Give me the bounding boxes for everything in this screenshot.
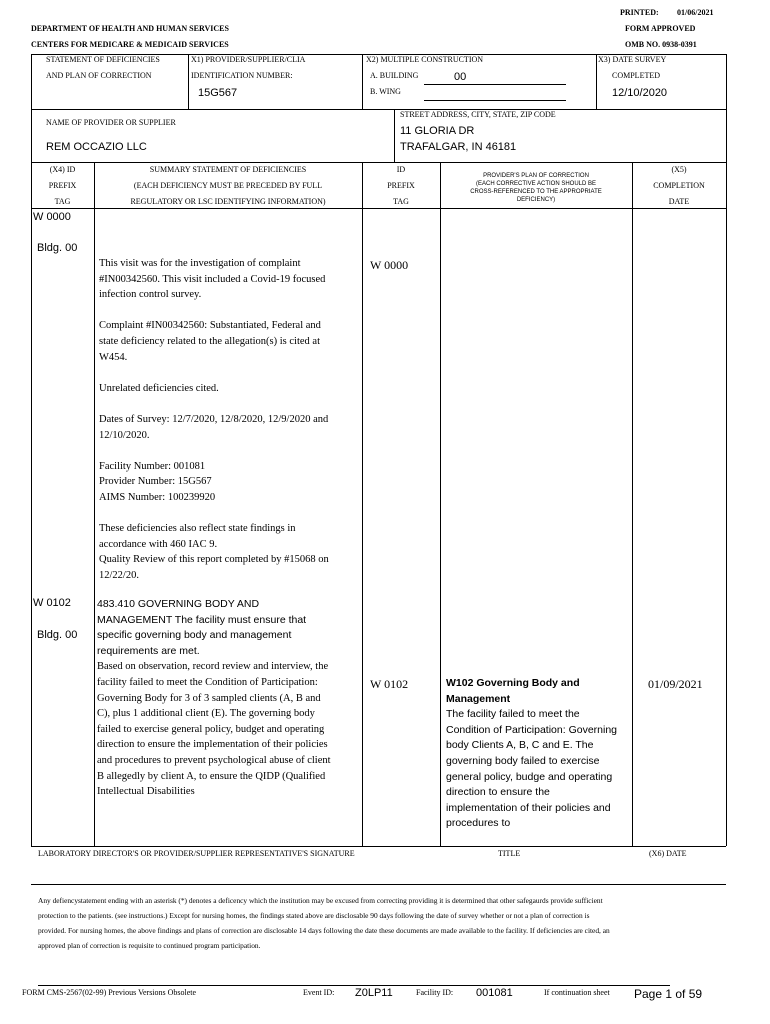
statement-label-2: AND PLAN OF CORRECTION xyxy=(46,71,152,80)
x3-label-1: X3) DATE SURVEY xyxy=(598,55,667,64)
x3-label-2: COMPLETED xyxy=(612,71,660,80)
summary-paragraph: This visit was for the investigation of complaint #IN00342560. This visit included a Covid-19 focused infection control survey. xyxy=(99,258,326,301)
w0102-regulation: 483.410 GOVERNING BODY AND MANAGEMENT The facility must ensure that specific governing body and management requirements are met. xyxy=(97,598,307,657)
event-id-value: Z0LP11 xyxy=(355,987,393,999)
building-label: A. BUILDING xyxy=(370,71,419,80)
survey-completed-date: 12/10/2020 xyxy=(612,87,668,99)
address-line-1: 11 GLORIA DR xyxy=(400,125,475,137)
w0102-plan xyxy=(446,676,624,832)
continuation-label: If continuation sheet xyxy=(544,988,610,997)
agency-line-1: DEPARTMENT OF HEALTH AND HUMAN SERVICES xyxy=(31,24,229,33)
w0102-findings: Based on observation, record review and interview, the facility failed to meet the Condition of Participation: Governing Body for 3 of 3 sampled clients (A, B and C), plus 1 additional client (E). The governing body failed to exercise general policy, budget and operating direction to ensure the implementation of their policies and procedures to prevent psychological abuse of client B allegedly by client A, to ensure the QIDP (Qualified Intellectual Disabilities xyxy=(97,661,331,798)
provider-clia-number: 15G567 xyxy=(198,87,238,99)
facility-id-value: 001081 xyxy=(476,987,513,999)
w0102-building: Bldg. 00 xyxy=(37,629,78,641)
w0000-tag: W 0000 xyxy=(33,211,71,223)
x1-label-1: X1) PROVIDER/SUPPLIER/CLIA xyxy=(191,55,306,64)
completion-date: 01/09/2021 xyxy=(648,677,703,691)
printed-date: 01/06/2021 xyxy=(677,8,714,17)
w0000-id-tag: W 0000 xyxy=(370,258,409,272)
date-label: (X6) DATE xyxy=(649,849,687,858)
w0102-summary xyxy=(97,597,331,800)
address-line-2: TRAFALGAR, IN 46181 xyxy=(400,141,517,153)
plan-header: PROVIDER'S PLAN OF CORRECTION (EACH CORRECTIVE ACTION SHOULD BE CROSS-REFERENCED TO THE APPROPRIATE DEFICIENCY) xyxy=(470,173,602,203)
w0000-summary xyxy=(99,256,333,599)
w0000-building: Bldg. 00 xyxy=(37,242,78,254)
form-number: FORM CMS-2567(02-99) Previous Versions Obsolete xyxy=(22,988,197,997)
w0102-id-tag: W 0102 xyxy=(370,677,409,691)
w0102-tag: W 0102 xyxy=(33,597,71,609)
facility-id-label: Facility ID: xyxy=(416,988,454,997)
form-approved: FORM APPROVED xyxy=(625,24,696,33)
statement-label-1: STATEMENT OF DEFICIENCIES xyxy=(46,55,160,64)
signature-label: LABORATORY DIRECTOR'S OR PROVIDER/SUPPLIER REPRESENTATIVE'S SIGNATURE xyxy=(38,849,355,858)
x1-label-2: IDENTIFICATION NUMBER: xyxy=(191,71,293,80)
plan-title: W102 Governing Body and Management xyxy=(446,677,580,705)
building-value: 00 xyxy=(454,71,467,83)
disclaimer: Any defiencystatement ending with an asterisk (*) denotes a deficency which the institution may be excused from correcting providing it is determined that other safegaurds provide sufficient protection to the patients. (see instructions.) Except for nursing homes, the findings stated above are disclosable 90 days following the date of survey whether or not a plan of correction is provided. For nursing homes, the above findings and plans of correction are disclosable 14 days following the date these documents are made available to the facility. If deficiencies are cited, an approved plan of correction is requisite to continued program participation. xyxy=(38,896,610,950)
summary-paragraph: Complaint #IN00342560: Substantiated, Federal and state deficiency related to the allegation(s) is cited at W454. xyxy=(99,320,321,363)
agency-line-2: CENTERS FOR MEDICARE & MEDICAID SERVICES xyxy=(31,40,229,49)
state-findings: These deficiencies also reflect state findings in accordance with 460 IAC 9. Quality Review of this report completed by #15068 on 12/22/20. xyxy=(99,523,329,581)
provider-name-label: NAME OF PROVIDER OR SUPPLIER xyxy=(46,118,176,127)
provider-name: REM OCCAZIO LLC xyxy=(46,141,147,153)
completion-header: (X5) COMPLETION DATE xyxy=(653,165,705,206)
x2-label: X2) MULTIPLE CONSTRUCTION xyxy=(366,55,484,64)
plan-text: The facility failed to meet the Condition of Participation: Governing body Clients A, B, C and E. The governing body failed to exercise general policy, budge and operating direction to ensure the implementation of their policies and procedures to xyxy=(446,708,618,830)
title-label: TITLE xyxy=(498,849,521,858)
summary-header: SUMMARY STATEMENT OF DEFICIENCIES (EACH DEFICIENCY MUST BE PRECEDED BY FULL REGULATORY OR LSC IDENTIFYING INFORMATION) xyxy=(130,165,326,206)
id-prefix-header: ID PREFIX TAG xyxy=(387,165,415,206)
event-id-label: Event ID: xyxy=(303,988,335,997)
wing-label: B. WING xyxy=(370,87,401,96)
x4-header: (X4) ID PREFIX TAG xyxy=(48,165,77,206)
summary-paragraph: Dates of Survey: 12/7/2020, 12/8/2020, 12/9/2020 and 12/10/2020. xyxy=(99,413,329,441)
facility-numbers: Facility Number: 001081 Provider Number: 15G567 AIMS Number: 100239920 xyxy=(99,460,216,503)
page-number: Page 1 of 59 xyxy=(634,987,703,1001)
summary-paragraph: Unrelated deficiencies cited. xyxy=(99,382,219,394)
address-label: STREET ADDRESS, CITY, STATE, ZIP CODE xyxy=(400,110,556,119)
omb-number: OMB NO. 0938-0391 xyxy=(625,40,697,49)
printed-label: PRINTED: xyxy=(620,8,659,17)
